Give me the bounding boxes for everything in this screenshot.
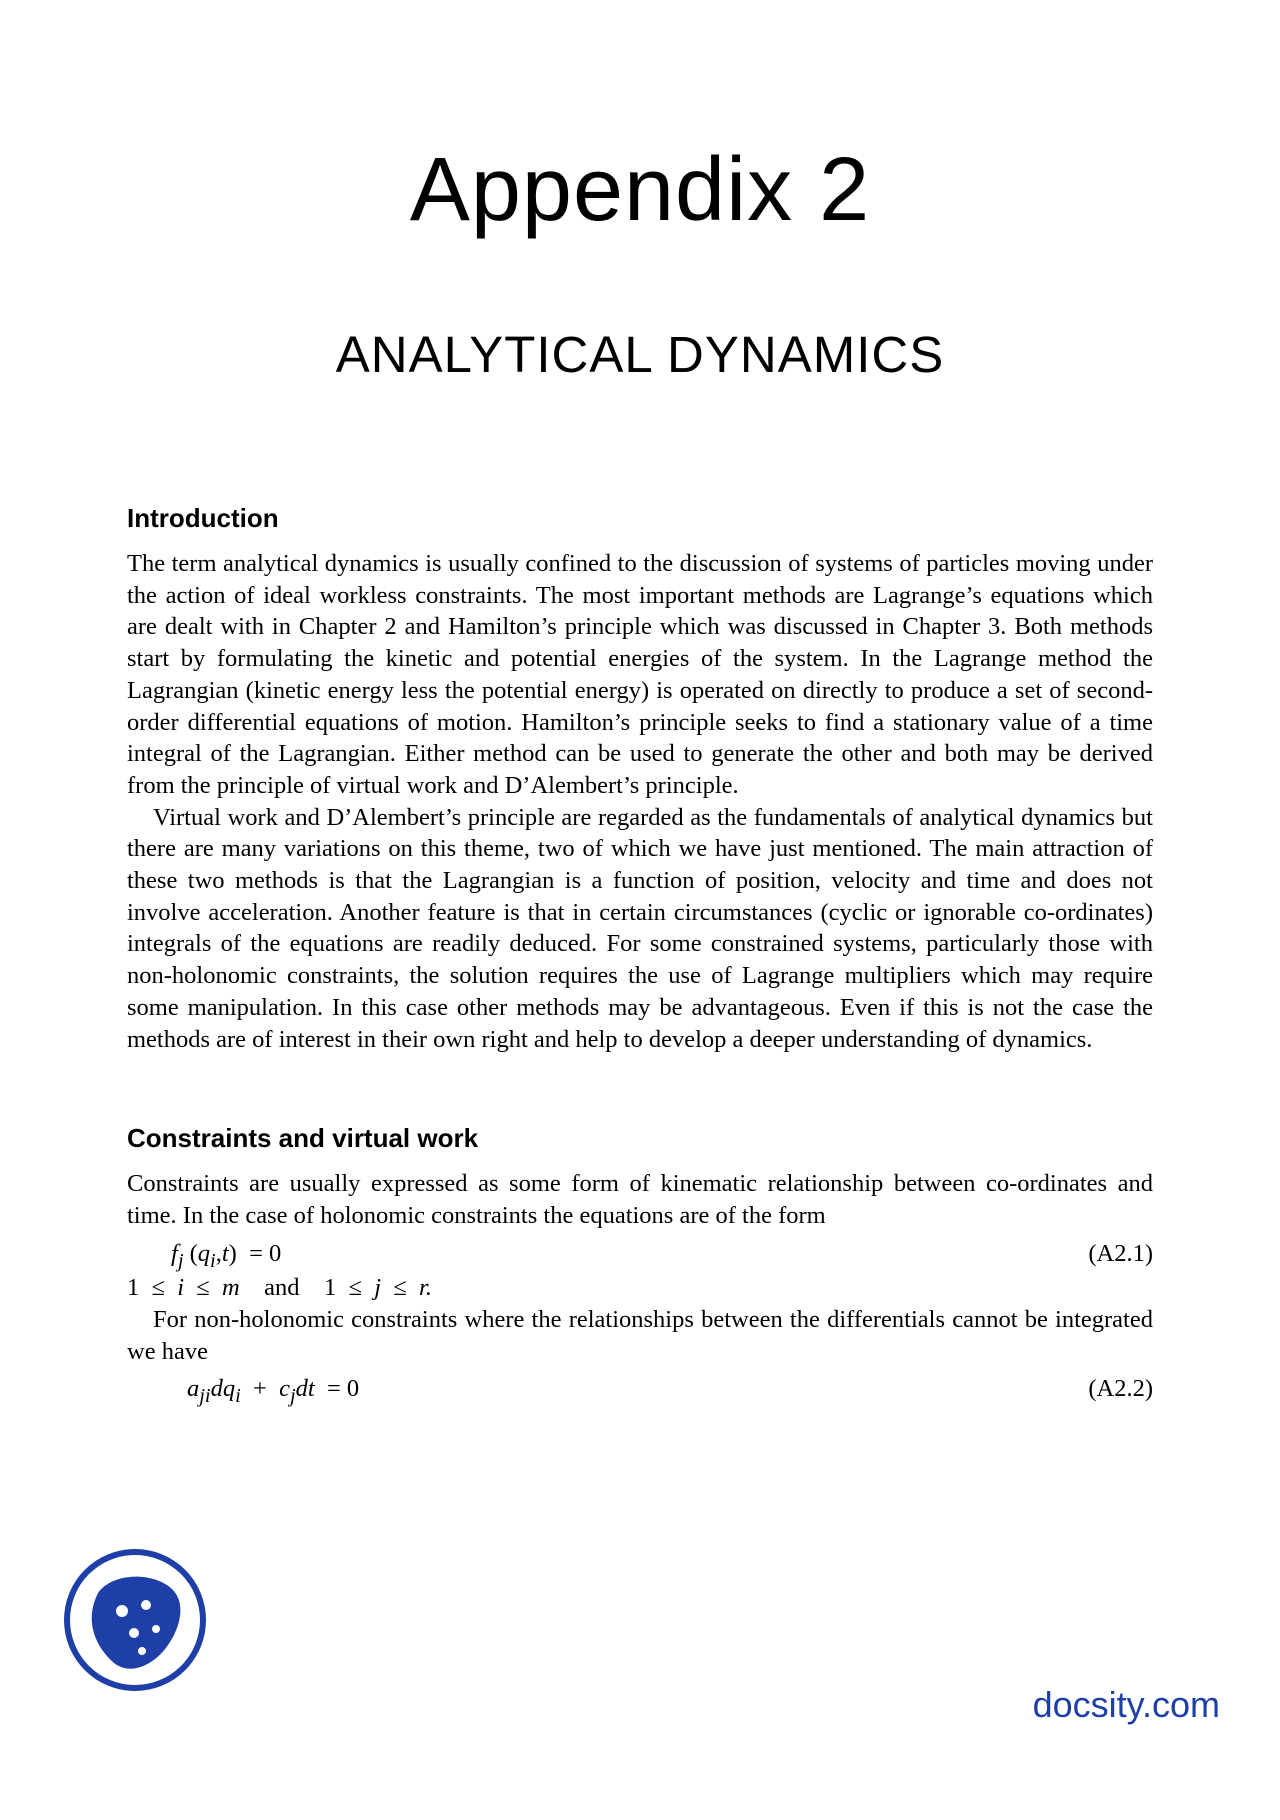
equation-number-a2-2: (A2.2): [1088, 1375, 1153, 1402]
introduction-paragraph-2: Virtual work and D’Alembert’s principle are regarded as the fundamentals of analytical dynamics but there are many variations on this theme, two of which we have just mentioned. The main attraction of these two methods is that the Lagrangian is a function of position, velocity and time and does not involve acceleration. Another feature is that in certain circumstances (cyclic or ignorable co-ordinates) integrals of the equations are readily deduced. For some constrained systems, particularly those with non-holonomic constraints, the solution requires the use of Lagrange multipliers which may require some manipulation. In this case other methods may be advantageous. Even if this is not the case the methods are of interest in their own right and help to develop a deeper understanding of dynamics.: [127, 803, 1153, 1053]
section-heading-introduction: Introduction: [127, 503, 279, 533]
constraints-paragraph-2: For non-holonomic constraints where the relationships between the differentials cannot be integrated we have: [127, 1306, 1153, 1365]
introduction-body: [127, 548, 1153, 1055]
docsity-logo-icon: [60, 1545, 210, 1695]
equation-a2-2-expression: $a_{ji}dq_i + c_jdt = 0$: [187, 1375, 360, 1407]
equation-number-a2-1: (A2.1): [1088, 1240, 1153, 1267]
section-heading-constraints: Constraints and virtual work: [127, 1123, 479, 1153]
appendix-title: Appendix 2: [409, 140, 871, 240]
equation-a2-1: [127, 1238, 1153, 1270]
introduction-paragraph-1: The term analytical dynamics is usually confined to the discussion of systems of particles moving under the action of ideal workless constraints. The most important methods are Lagrange’s equations which are dealt with in Chapter 2 and Hamilton’s principle which was discussed in Chapter 3. Both methods start by formulating the kinetic and potential energies of the system. In the Lagrange method the Lagrangian (kinetic energy less the potential energy) is operated on directly to produce a set of second-order differential equations of motion. Hamilton’s principle seeks to find a stationary value of a time integral of the Lagrangian. Either method can be used to generate the other and both may be derived from the principle of virtual work and D’Alembert’s principle.: [127, 550, 1153, 799]
equation-a2-2: [127, 1373, 1153, 1405]
index-range-condition: 1 ≤ i ≤ m and 1 ≤ j ≤ r.: [127, 1274, 432, 1301]
equation-a2-1-expression: $f_j$ $(q_i,t) = 0$: [171, 1240, 282, 1272]
appendix-subtitle: ANALYTICAL DYNAMICS: [335, 326, 945, 383]
constraints-paragraph-1: Constraints are usually expressed as some form of kinematic relationship between co-ordinates and time. In the case of holonomic constraints the equations are of the form: [127, 1170, 1153, 1229]
docsity-watermark-link[interactable]: docsity.com: [1032, 1684, 1220, 1725]
